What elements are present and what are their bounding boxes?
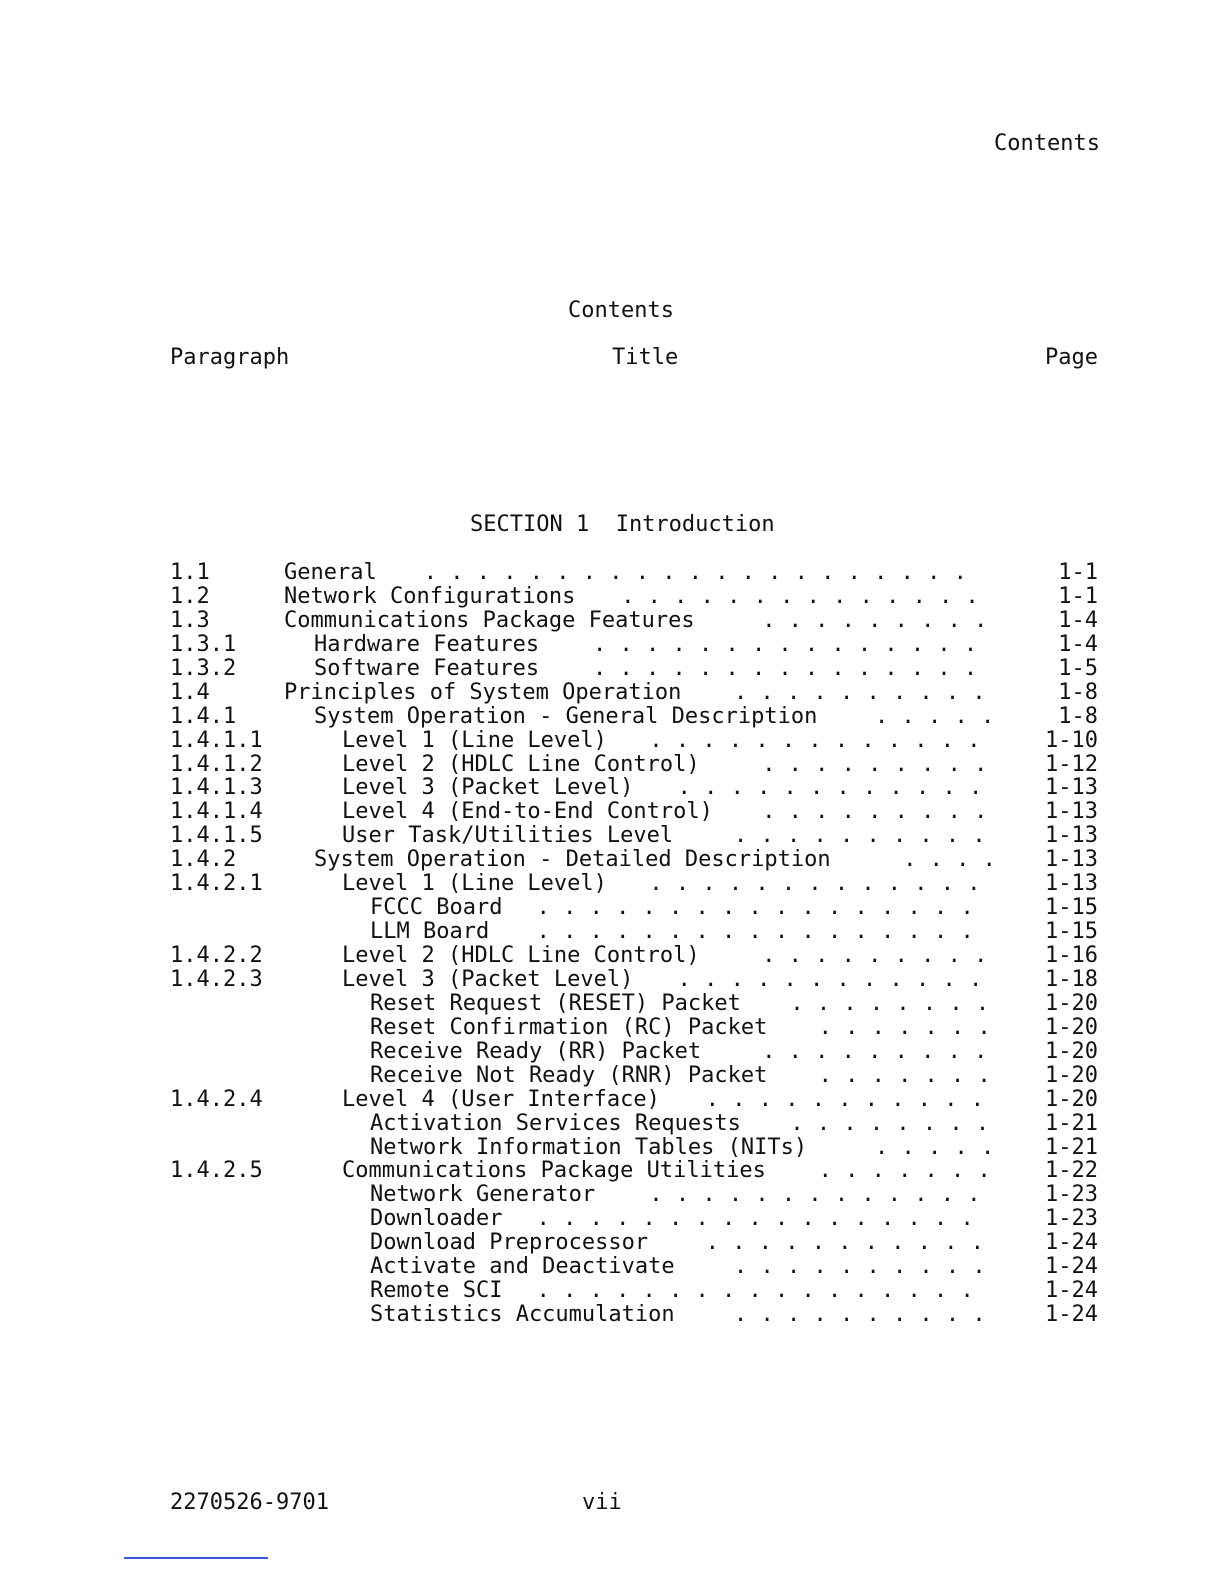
- toc-entry-title: Reset Request (RESET) Packet: [370, 990, 741, 1016]
- toc-entry-page: 1-16: [1045, 943, 1098, 968]
- toc-leader-dots: . . . . . . . . . . . . . .: [621, 583, 979, 609]
- toc-leader-dots: . . . . . . . . . . . . .: [649, 727, 981, 753]
- toc-leader-dots: . . . . . . . . . . . . . . .: [593, 655, 978, 681]
- toc-leader-dots: . . . . . . . . . .: [734, 1254, 986, 1280]
- toc-entry-page: 1-23: [1045, 1206, 1098, 1232]
- toc-leader-dots: . . . . . . . . .: [762, 1038, 988, 1064]
- contents-title: Contents: [568, 298, 674, 323]
- toc-entry-page: 1-13: [1045, 871, 1098, 897]
- toc-entry-title: Activate and Deactivate: [370, 1254, 675, 1280]
- toc-leader-dots: . . . . . . . .: [790, 1110, 990, 1136]
- toc-entry-page: 1-20: [1045, 1062, 1098, 1088]
- toc-entry-number: 1.4.2.2: [170, 943, 263, 968]
- toc-entry-page: 1-20: [1045, 1038, 1098, 1064]
- toc-entry-page: 1-1: [1058, 560, 1098, 585]
- toc-entry-number: 1.3.1: [170, 631, 237, 657]
- column-header-title: Title: [612, 345, 679, 370]
- toc-entry-title: Remote SCI: [370, 1278, 503, 1304]
- toc-leader-dots: . . . . . . . . . .: [734, 679, 986, 705]
- toc-leader-dots: . . . . . . . . . .: [734, 1302, 986, 1328]
- toc-entry[interactable]: [170, 1231, 1098, 1255]
- toc-leader-dots: . . . . . . . . . . . . . . . . .: [536, 919, 974, 945]
- toc-entry-title: Level 4 (End-to-End Control): [342, 799, 713, 825]
- toc-entry-number: 1.4.1.5: [170, 823, 263, 849]
- toc-entry-page: 1-10: [1045, 727, 1098, 753]
- toc-entry[interactable]: [170, 1064, 1098, 1088]
- toc-entry-title: Level 4 (User Interface): [342, 1086, 660, 1112]
- toc-entry-number: 1.4.2.5: [170, 1158, 263, 1184]
- toc-entry-number: 1.1: [170, 560, 210, 585]
- footer-document-number: 2270526-9701: [170, 1490, 329, 1515]
- toc-leader-dots: . . . . .: [875, 1134, 995, 1160]
- toc-entry-page: 1-12: [1045, 751, 1098, 777]
- toc-entry-page: 1-13: [1045, 847, 1098, 873]
- toc-entry-page: 1-24: [1045, 1278, 1098, 1304]
- toc-leader-dots: . . . . . . . . . . . . .: [649, 871, 981, 897]
- toc-leader-dots: . . . . . . . . . . .: [705, 1086, 984, 1112]
- toc-leader-dots: . . . . . . . . . . .: [705, 1230, 984, 1256]
- section-heading: SECTION 1 Introduction: [470, 512, 775, 537]
- toc-entry-title: Statistics Accumulation: [370, 1302, 675, 1328]
- toc-leader-dots: . . . . . . . . . . . . . . . . . . . . .: [423, 560, 967, 585]
- toc-entry[interactable]: [170, 776, 1098, 800]
- toc-entry[interactable]: [170, 657, 1098, 681]
- toc-entry[interactable]: [170, 992, 1098, 1016]
- toc-entry-title: Communications Package Features: [284, 607, 695, 633]
- column-header-page: Page: [1045, 345, 1098, 370]
- toc-entry-page: 1-13: [1045, 799, 1098, 825]
- toc-entry-title: Level 1 (Line Level): [342, 727, 607, 753]
- toc-entry-number: 1.4.1.4: [170, 799, 263, 825]
- toc-entry-number: 1.4.2.4: [170, 1086, 263, 1112]
- toc-entry-title: Receive Ready (RR) Packet: [370, 1038, 702, 1064]
- toc-entry-title: Communications Package Utilities: [342, 1158, 766, 1184]
- toc-entry[interactable]: [170, 1303, 1098, 1327]
- toc-entry[interactable]: [170, 561, 1098, 585]
- toc-leader-dots: . . . . . . . . . . . .: [677, 966, 983, 992]
- toc-leader-dots: . . . . . . . . . . . . . . . . .: [536, 895, 974, 921]
- toc-entry[interactable]: [170, 1112, 1098, 1136]
- toc-entry-title: Level 3 (Packet Level): [342, 775, 634, 801]
- toc-entry-number: 1.4.1.1: [170, 727, 263, 753]
- toc-entry-page: 1-13: [1045, 775, 1098, 801]
- toc-entry-number: 1.4.2: [170, 847, 237, 873]
- toc-entry-title: General: [284, 560, 377, 585]
- toc-leader-dots: . . . .: [903, 847, 996, 873]
- toc-entry[interactable]: [170, 1159, 1098, 1183]
- toc-entry-page: 1-13: [1045, 823, 1098, 849]
- toc-entry-number: 1.4.2.3: [170, 966, 263, 992]
- toc-leader-dots: . . . . . . . . .: [762, 943, 988, 968]
- toc-entry[interactable]: [170, 1255, 1098, 1279]
- toc-entry-page: 1-23: [1045, 1182, 1098, 1208]
- table-of-contents: [170, 561, 1098, 1327]
- toc-entry[interactable]: [170, 1183, 1098, 1207]
- toc-entry-page: 1-21: [1045, 1134, 1098, 1160]
- toc-entry-title: Level 2 (HDLC Line Control): [342, 751, 700, 777]
- toc-leader-dots: . . . . . . .: [818, 1014, 991, 1040]
- toc-entry-page: 1-20: [1045, 990, 1098, 1016]
- toc-entry-title: LLM Board: [370, 919, 490, 945]
- toc-entry-page: 1-20: [1045, 1086, 1098, 1112]
- toc-entry-number: 1.4.1.2: [170, 751, 263, 777]
- footer-page-number: vii: [582, 1490, 622, 1515]
- toc-entry[interactable]: [170, 753, 1098, 777]
- toc-entry-page: 1-4: [1058, 607, 1098, 633]
- toc-entry-page: 1-18: [1045, 966, 1098, 992]
- toc-entry-title: Software Features: [314, 655, 540, 681]
- toc-entry-number: 1.3: [170, 607, 210, 633]
- toc-leader-dots: . . . . . . . . . . . . .: [649, 1182, 981, 1208]
- toc-entry-page: 1-24: [1045, 1230, 1098, 1256]
- toc-leader-dots: . . . . . . . . .: [762, 607, 988, 633]
- toc-entry-title: Level 3 (Packet Level): [342, 966, 634, 992]
- toc-entry[interactable]: [170, 1136, 1098, 1160]
- toc-entry[interactable]: [170, 800, 1098, 824]
- toc-entry-number: 1.4.1.3: [170, 775, 263, 801]
- toc-entry-page: 1-15: [1045, 895, 1098, 921]
- toc-entry[interactable]: [170, 824, 1098, 848]
- toc-entry[interactable]: [170, 729, 1098, 753]
- toc-entry[interactable]: [170, 633, 1098, 657]
- running-header: Contents: [994, 131, 1100, 156]
- toc-entry-title: Download Preprocessor: [370, 1230, 649, 1256]
- toc-entry-title: Network Information Tables (NITs): [370, 1134, 808, 1160]
- toc-entry[interactable]: [170, 920, 1098, 944]
- toc-entry[interactable]: [170, 585, 1098, 609]
- toc-entry-title: Network Generator: [370, 1182, 596, 1208]
- toc-entry-number: 1.2: [170, 583, 210, 609]
- toc-entry-page: 1-5: [1058, 655, 1098, 681]
- footer-rule: [124, 1557, 268, 1559]
- toc-entry-title: Network Configurations: [284, 583, 576, 609]
- toc-leader-dots: . . . . . . . . . . . . . . .: [593, 631, 978, 657]
- toc-entry[interactable]: [170, 968, 1098, 992]
- toc-entry-title: Reset Confirmation (RC) Packet: [370, 1014, 768, 1040]
- toc-entry-page: 1-21: [1045, 1110, 1098, 1136]
- toc-leader-dots: . . . . . . .: [818, 1062, 991, 1088]
- toc-entry-title: Level 1 (Line Level): [342, 871, 607, 897]
- toc-entry-page: 1-20: [1045, 1014, 1098, 1040]
- toc-entry[interactable]: [170, 872, 1098, 896]
- toc-entry-title: Receive Not Ready (RNR) Packet: [370, 1062, 768, 1088]
- toc-entry-page: 1-1: [1058, 583, 1098, 609]
- toc-entry-title: Hardware Features: [314, 631, 540, 657]
- toc-entry-page: 1-4: [1058, 631, 1098, 657]
- toc-leader-dots: . . . . . . . . . . . .: [677, 775, 983, 801]
- toc-entry[interactable]: [170, 848, 1098, 872]
- toc-entry-title: System Operation - General Description: [314, 703, 818, 729]
- toc-entry[interactable]: [170, 1088, 1098, 1112]
- toc-entry[interactable]: [170, 1016, 1098, 1040]
- toc-entry-title: User Task/Utilities Level: [342, 823, 674, 849]
- toc-entry[interactable]: [170, 609, 1098, 633]
- toc-entry-title: Level 2 (HDLC Line Control): [342, 943, 700, 968]
- toc-leader-dots: . . . . . . . . . . . . . . . . .: [536, 1206, 974, 1232]
- toc-entry-title: Activation Services Requests: [370, 1110, 741, 1136]
- toc-entry-number: 1.4: [170, 679, 210, 705]
- toc-entry[interactable]: [170, 1279, 1098, 1303]
- toc-entry-page: 1-22: [1045, 1158, 1098, 1184]
- toc-entry-number: 1.4.2.1: [170, 871, 263, 897]
- toc-entry[interactable]: [170, 681, 1098, 705]
- toc-leader-dots: . . . . . . . . . . . . . . . . .: [536, 1278, 974, 1304]
- toc-entry-page: 1-24: [1045, 1302, 1098, 1328]
- toc-leader-dots: . . . . . . . .: [790, 990, 990, 1016]
- toc-entry-title: System Operation - Detailed Description: [314, 847, 831, 873]
- toc-entry[interactable]: [170, 1207, 1098, 1231]
- toc-entry-number: 1.3.2: [170, 655, 237, 681]
- toc-leader-dots: . . . . . . . . .: [762, 799, 988, 825]
- toc-entry-title: Downloader: [370, 1206, 503, 1232]
- toc-entry-number: 1.4.1: [170, 703, 237, 729]
- toc-entry[interactable]: [170, 705, 1098, 729]
- toc-entry[interactable]: [170, 896, 1098, 920]
- toc-entry-page: 1-15: [1045, 919, 1098, 945]
- toc-entry-page: 1-8: [1058, 679, 1098, 705]
- toc-leader-dots: . . . . .: [875, 703, 995, 729]
- toc-entry-title: Principles of System Operation: [284, 679, 682, 705]
- toc-leader-dots: . . . . . . . . . .: [734, 823, 986, 849]
- toc-entry[interactable]: [170, 1040, 1098, 1064]
- toc-leader-dots: . . . . . . . . .: [762, 751, 988, 777]
- toc-entry-page: 1-24: [1045, 1254, 1098, 1280]
- toc-entry-title: FCCC Board: [370, 895, 503, 921]
- toc-leader-dots: . . . . . . .: [818, 1158, 991, 1184]
- toc-entry-page: 1-8: [1058, 703, 1098, 729]
- column-header-paragraph: Paragraph: [170, 345, 290, 370]
- toc-entry[interactable]: [170, 944, 1098, 968]
